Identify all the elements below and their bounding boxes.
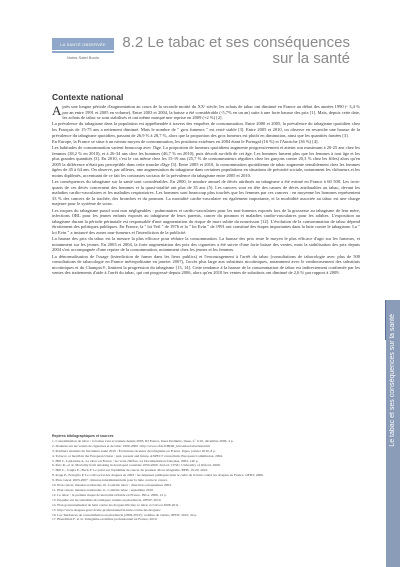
reference-item: 9. Plan cancer 2003-2007 : mission interministérielle pour la lutte contre le cancer. [52, 478, 168, 483]
reference-item: 1. Consommation de tabac : la baisse s'est accentuée depuis 2003. ID France, Insee Première, Insee, nº 1110, décembre 2006, 4 p. [52, 438, 234, 443]
page-title [122, 35, 350, 67]
paragraph: Après une longue période d'augmentation au cours de la seconde moitié du XXᵉ siècle, les achats de tabac ont diminué en France au début des années 1990 (- 3,4 % par an entre 1991 et 2005 en volume). Entre 2003 et 2004, la baisse a été considérable (-5,7% en un an) suite à une forte hausse des prix [1]. Mais, depuis cette date, les achats de tabac se sont stabilisés et ont même marqué une reprise en 2009 (+2 %) [2]. [52, 103, 360, 121]
section-title: Contexte national [52, 92, 124, 102]
reference-item: 12. Le tabac : le premier risque de mortalité évitable en France. INCa, 2006, 12 p. [52, 492, 167, 497]
page-title-line1: 8.2 Le tabac et ses conséquences [122, 34, 350, 51]
reference-item: 17. Bourdillon F. et al. Tabagisme en milieu professionnel en France, 2010. [52, 517, 158, 522]
reference-item: 6. Peto R., et al. Mortality from smoking in developed countries 1950-2000. 2nd ed. CTSU, University of Oxford, 2006. [52, 463, 221, 468]
logo-bar [52, 51, 114, 53]
logo [52, 38, 114, 60]
reference-item: 3. Premiers résultats du baromètre santé 2010 : Évolutions récentes du tabagisme en France. Inpes, janvier 2010, 8 p. [52, 448, 216, 453]
references [52, 434, 360, 522]
reference-item: 2. Données sur les ventes de cigarettes et de tabac 1990-2009 : http://www.ofdt.fr/BDD_len/series/tabventes.htm [52, 443, 210, 448]
paragraph: En Europe, la France se situe à un niveau moyen de consommation, les positions extrêmes en 2004 étant le Portugal (16 %) et l'Autriche (36 %) [4]. [52, 138, 319, 144]
paragraph: Les risques du tabagisme passif sont non négligeables : pulmonaires et cardio-vasculaires pour les non-fumeurs exposés lors de la grossesse au tabagisme de leur mère, infections ORL pour les jeunes enfants exposés au tabagisme de leurs parents, cancer du poumon et maladies cardio-vasculaires pour les adultes. L'exposition au tabagisme durant la période périnatale est responsable d'une augmentation du risque de mort subite du nourrisson [12]. L'évolution de la consommation de tabac dépend étroitement des politiques publiques. En France, la " loi Veil " de 1976 et la " loi Evin " de 1991 ont constitué des étapes importantes dans la lutte contre le tabagisme. La " loi Evin " a instauré des zones non-fumeurs et l'interdiction de la publicité. [52, 207, 360, 236]
reference-item: 13. Enquête sur les substituts nicotiniques vendus en pharmacie, OFDT, 2010. [52, 497, 162, 502]
references-title: Repères bibliographiques et sources [52, 434, 114, 438]
paragraph: Les habitudes de consommation varient beaucoup avec l'âge. La proportion de fumeurs quotidiens augmente progressivement et atteint son maximum à 20-25 ans chez les femmes (38,2 % en 2010), et à 26-34 ans chez les hommes (46,7 % en 2010), puis décroît au-delà de cet âge. Les hommes fument plus que les femmes à tout âge et les plus grandes quantités [3]. En 2010, c'est le cas même chez les 15-19 ans (25,7 % de consommateurs réguliers chez les garçons contre 20,3 % chez les filles) alors qu'en 2005 la différence n'était pas perceptible dans cette tranche d'âge [3]. Entre 2005 et 2010, la consommation quotidienne de tabac augmente sensiblement chez les femmes âgées de 45 à 64 ans. On observe, par ailleurs, une augmentation du tabagisme dans certaines populations en situations de précarité sociale, notamment les chômeurs et les moins diplômés, accentuant de ce fait les contrastes sociaux de la prévalence du tabagisme entre 2005 et 2010. [52, 144, 360, 178]
body-text [52, 104, 360, 277]
logo-name: LA SANTÉ OBSERVÉE [52, 38, 114, 50]
page-title-line2: sur la santé [272, 50, 350, 67]
reference-item: 4. Tobacco or health in the European Union : past, present and future. ASPECT consortium, European Commission, 2004. [52, 453, 224, 458]
drop-cap: A [52, 103, 62, 118]
reference-item: 11. Plan cancer, mesures nationales 11. Contrôle tabac : septembre 2010. [52, 487, 154, 492]
reference-item: 7. Hill C., Jougla E., Beck F. Le point sur l'épidémie de cancer du poumon dû au tabagisme. BEH, 19-20, 2010. [52, 468, 209, 473]
reference-item: 14. Plan gouvernemental de lutte contre les drogues illicites, le tabac et l'alcool 2008-2011. [52, 502, 180, 507]
reference-item: 10. Plan cancer, mesures nationales 10. Contrôle tabac : directives européennes 2003. [52, 483, 172, 488]
paragraph: La hausse des prix du tabac est la mesure la plus efficace pour réduire la consommation. La hausse des prix reste le moyen le plus efficace d'agir sur les fumeurs, et notamment sur les jeunes. En 2003 et 2004, la forte augmentation des prix des cigarettes a été suivie d'une forte baisse des ventes, mais la stabilisation des prix depuis 2004 s'est accompagnée d'une reprise de la consommation, notamment chez les jeunes et les femmes. [52, 236, 360, 253]
paragraph: La prévalence du tabagisme dans la population est appréhendée à travers des enquêtes de consommation. Entre 2000 et 2005, la prévalence du tabagisme quotidien chez les Français de 15-75 ans a nettement diminué. Mais le nombre de " gros fumeurs " est resté stable [3]. Entre 2005 et 2010, on observe en revanche une hausse de la prévalence du tabagisme quotidien, passant de 26,9 % à 28,7 %, alors que la proportion des gros fumeurs est plutôt en diminution, ainsi que les quantités fumées [3]. [52, 121, 360, 138]
paragraph: La dénormalisation de l'usage (interdiction de fumer dans les lieux publics) et l'encouragement à l'arrêt du tabac (consultations de tabacologie avec plus de 500 consultations de tabacologie en France métropolitaine en janvier 2007), l'accès plus large aux substituts nicotiniques, notamment avec le remboursement des substituts nicotiniques et du Champix®, limitent la progression du tabagisme [13, 14]. Cette tendance à la hausse de la consommation de tabac est indirectement confirmée par les ventes des traitements d'aide à l'arrêt du tabac, qui ont progressé depuis 2006, alors qu'en 2010 les ventes de substituts ont diminué de 2,6 % par rapport à 2009. [52, 253, 360, 276]
paragraph: Les conséquences du tabagisme sur la santé sont considérables. En 2000, le nombre annuel de décès attribués au tabagisme a été estimé en France à 60 500. Les trois-quarts de ces décès concernent des hommes et la quasi-totalité ont plus de 35 ans (5). Les cancers sont en tête des causes de décès attribuables au tabac, devant les maladies cardio-vasculaires et les maladies respiratoires. Les hommes sont beaucoup plus touchés que les femmes par ces cancers : en moyenne les hommes représentent 33 % des cancers de la trachée, des bronches et du poumon. La mortalité cardio-vasculaire est également importante, et la morbidité associée au tabac est une charge majeure pour le système de soins. [52, 179, 360, 207]
reference-item: 16. Les Tendances de consommation en pharmacie (2009-2010) : nombre de ventes, OFDT, 2010, 34 p. [52, 512, 198, 517]
side-tab [386, 300, 400, 567]
reference-item: 8. Kopp P., Fenoglio P. Le coût social des drogues en 2003 : les dépenses publiques dans le cadre de la lutte contre les drogues en France. OFDT, 2006. [52, 473, 264, 478]
side-tab-label: Le tabac et ses conséquences sur la santé [389, 314, 396, 447]
logo-subtitle: Notes Satel Bonio [66, 55, 100, 60]
reference-item: 15. http://www.drogues.gouv.fr/site-professionnel/la-lutte-contre-les-drogues/ [52, 507, 161, 512]
reference-item: 5. Hill C, Laplanche A. Le tabac en France : les vrais chiffres. La Documentation française, 2004, 140 p. [52, 458, 199, 463]
